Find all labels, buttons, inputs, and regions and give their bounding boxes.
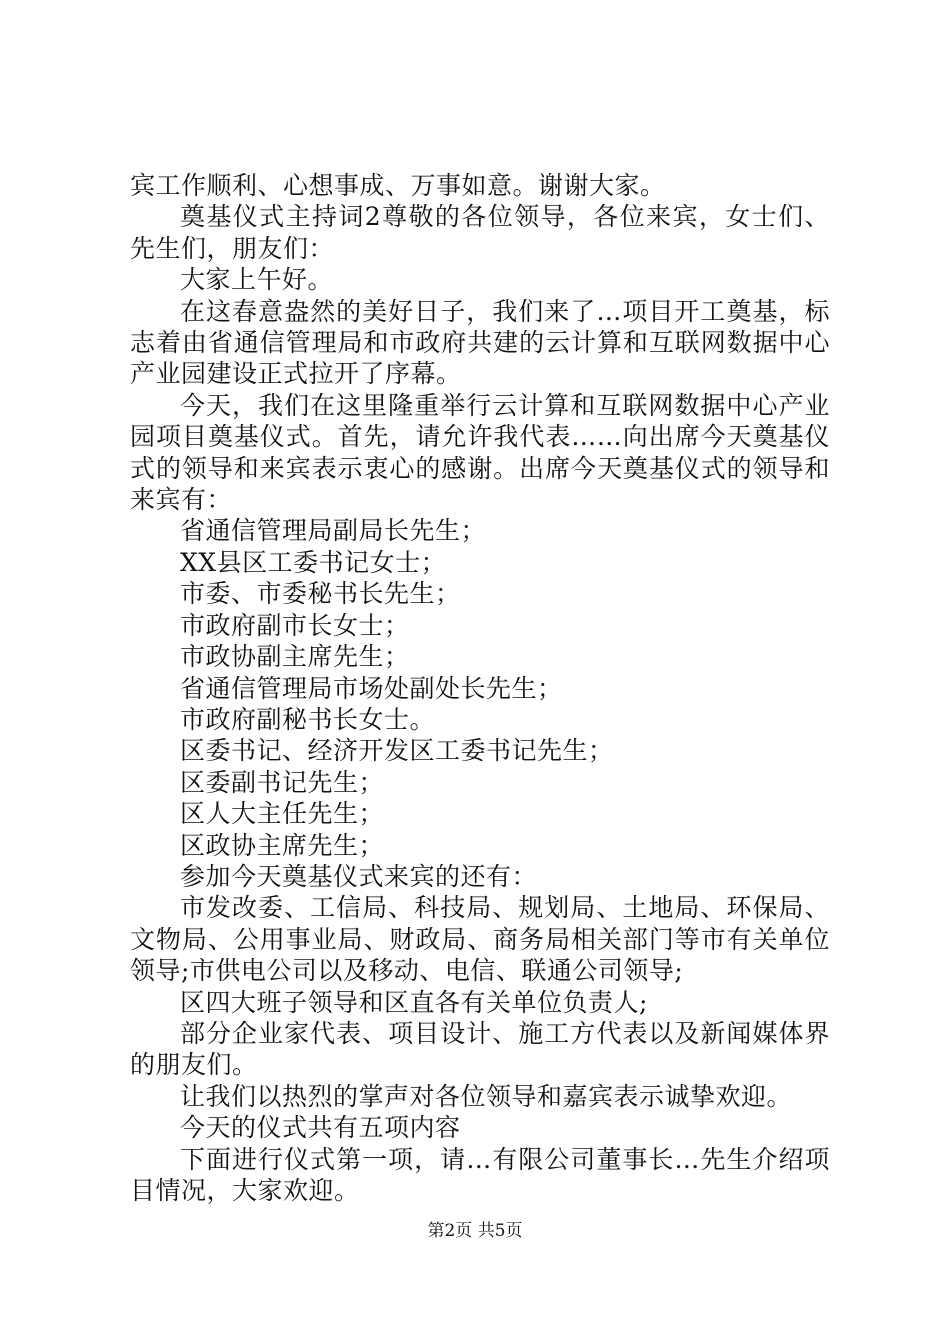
paragraph: 让我们以热烈的掌声对各位领导和嘉宾表示诚挚欢迎。 — [180, 1081, 793, 1111]
list-item: 市政协副主席先生； — [180, 642, 410, 672]
paragraph: 参加今天奠基仪式来宾的还有： — [180, 861, 538, 891]
paragraph: 市发改委、工信局、科技局、规划局、土地局、环保局、文物局、公用事业局、财政局、商务局相关部门等市有关单位领导;市供电公司以及移动、电信、联通公司领导; — [130, 893, 830, 986]
paragraph: 在这春意盎然的美好日子，我们来了…项目开工奠基，标志着由省通信管理局和市政府共建的云计算和互联网数据中心产业园建设正式拉开了序幕。 — [130, 296, 830, 389]
paragraph: 今天的仪式共有五项内容 — [180, 1113, 461, 1143]
paragraph: 宾工作顺利、心想事成、万事如意。谢谢大家。 — [130, 171, 666, 200]
paragraph: 今天，我们在这里隆重举行云计算和互联网数据中心产业园项目奠基仪式。首先，请允许我代表……向出席今天奠基仪式的领导和来宾表示衷心的感谢。出席今天奠基仪式的领导和来宾有： — [130, 390, 830, 515]
paragraph: 奠基仪式主持词2尊敬的各位领导，各位来宾，女士们、先生们，朋友们： — [130, 202, 830, 263]
list-item: 区委书记、经济开发区工委书记先生； — [180, 736, 614, 766]
list-item: XX县区工委书记女士； — [180, 547, 447, 577]
paragraph: 区四大班子领导和区直各有关单位负责人; — [180, 987, 648, 1017]
list-item: 省通信管理局副局长先生； — [180, 516, 487, 546]
list-item: 区委副书记先生； — [180, 767, 385, 797]
list-item: 市委、市委秘书长先生； — [180, 579, 461, 609]
list-item: 市政府副秘书长女士。 — [180, 704, 436, 734]
paragraph: 部分企业家代表、项目设计、施工方代表以及新闻媒体界的朋友们。 — [130, 1018, 830, 1080]
list-item: 区政协主席先生； — [180, 830, 385, 860]
paragraph: 大家上午好。 — [180, 265, 334, 295]
list-item: 省通信管理局市场处副处长先生； — [180, 673, 563, 703]
list-item: 区人大主任先生； — [180, 799, 385, 829]
list-item: 市政府副市长女士； — [180, 610, 410, 640]
document-body — [130, 170, 830, 1206]
page-number-footer: 第2页 共5页 — [427, 1221, 523, 1241]
paragraph: 下面进行仪式第一项，请…有限公司董事长…先生介绍项目情况，大家欢迎。 — [130, 1144, 830, 1205]
